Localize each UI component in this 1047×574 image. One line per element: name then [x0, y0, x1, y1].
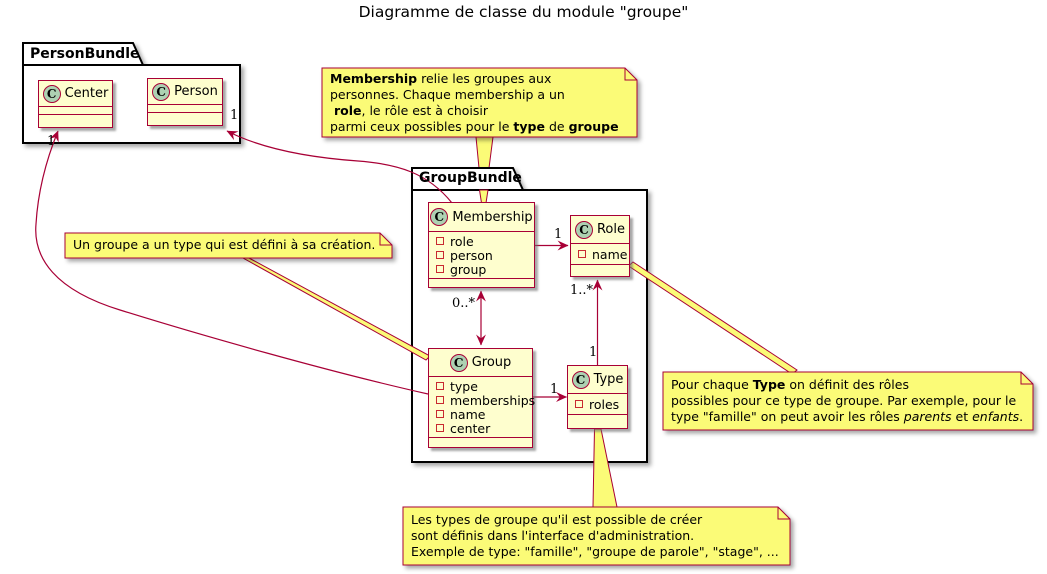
class-methods-empty [568, 415, 627, 428]
note-line [671, 409, 1025, 425]
note-text-segment: Type [752, 377, 786, 392]
note-text-segment: personnes. Chaque membership a un [330, 87, 565, 102]
diagram-title: Diagramme de classe du module "groupe" [358, 3, 689, 21]
note-text-segment: enfants [972, 409, 1020, 424]
note-line [411, 512, 782, 528]
multiplicity-membership-group: 0..* [452, 296, 476, 311]
note-text-segment: type [513, 119, 545, 134]
note-group-type [65, 233, 392, 256]
class-attribute [429, 262, 534, 276]
note-line [330, 87, 629, 103]
class-icon: C [575, 221, 593, 239]
note-line [330, 119, 629, 135]
class-box-membership [428, 202, 535, 288]
note-text-segment: relie les groupes aux [417, 71, 552, 86]
note-line [330, 103, 629, 119]
field-icon [578, 250, 586, 258]
class-methods-empty [429, 438, 532, 447]
class-box-group [428, 348, 536, 448]
note-connector-group-type [243, 258, 430, 360]
class-title-row [39, 81, 112, 107]
note-text-segment: , le rôle est à choisir [361, 103, 488, 118]
class-attributes [429, 232, 534, 279]
class-box-role [570, 215, 630, 277]
class-attribute [568, 397, 627, 411]
attribute-name: roles [589, 396, 620, 412]
field-icon [575, 400, 583, 408]
class-attribute [429, 421, 532, 435]
class-methods-empty [39, 115, 112, 127]
class-attributes [568, 394, 627, 415]
class-name: Membership [452, 209, 533, 225]
note-text-segment: sont définis dans l'interface d'administration. [411, 528, 695, 543]
class-name: Role [596, 222, 625, 237]
package-label-groupbundle: GroupBundle [419, 170, 522, 186]
field-icon [436, 424, 444, 432]
class-name: Group [471, 355, 512, 370]
attribute-name: role [450, 233, 474, 249]
class-attribute [429, 234, 534, 248]
note-text-segment: on définit des rôles [785, 377, 909, 392]
class-title-row [568, 366, 627, 394]
note-text-segment: de [544, 119, 569, 134]
note-connector-type-roles [629, 262, 798, 374]
attribute-name: name [450, 406, 486, 422]
class-methods-empty [429, 279, 534, 287]
class-attributes-empty [148, 105, 222, 113]
multiplicity-membership-role: 1 [554, 227, 563, 242]
field-icon [436, 251, 444, 259]
attribute-name: memberships [450, 392, 536, 408]
multiplicity-membership-person: 1 [230, 108, 239, 123]
field-icon [436, 265, 444, 273]
note-text-segment: Un groupe a un type qui est défini à sa création. [73, 237, 376, 252]
class-attribute [429, 379, 532, 393]
class-icon: C [572, 371, 590, 389]
multiplicity-type-role-at-type: 1 [589, 345, 598, 360]
class-icon: C [152, 83, 170, 101]
note-membership [322, 68, 637, 138]
note-text-segment: Exemple de type: "famille", "groupe de parole", "stage", ... [411, 544, 779, 559]
class-title-row [429, 349, 532, 377]
class-attributes-empty [39, 107, 112, 115]
multiplicity-group-center: 1 [47, 134, 56, 149]
class-name: Person [174, 84, 218, 99]
class-title-row [148, 79, 222, 105]
field-icon [436, 382, 444, 390]
multiplicity-group-type: 1 [550, 382, 559, 397]
note-text-segment: groupe [568, 119, 619, 134]
class-box-type [567, 365, 628, 429]
field-icon [436, 396, 444, 404]
note-text-segment: parents [903, 409, 952, 424]
field-icon [436, 410, 444, 418]
class-attributes [429, 377, 536, 438]
class-icon: C [450, 354, 468, 372]
note-text-segment: . [1019, 409, 1024, 424]
class-methods-empty [571, 265, 629, 276]
note-connector-membership-upper [476, 137, 493, 168]
edge-group-to-center [36, 131, 428, 394]
attribute-name: center [450, 420, 491, 436]
note-line [73, 237, 384, 253]
note-text-segment: possibles pour ce type de groupe. Par exemple, pour le [671, 393, 1017, 408]
note-line [671, 377, 1025, 393]
class-icon: C [430, 208, 448, 226]
class-box-person [147, 78, 223, 126]
class-methods-empty [148, 113, 222, 125]
class-title-row [429, 203, 534, 232]
note-text-segment: Les types de groupe qu'il est possible de créer [411, 512, 703, 527]
note-group-types [403, 507, 790, 563]
attribute-name: person [450, 247, 493, 263]
note-text-segment: role [333, 103, 362, 118]
note-text-segment: Membership [330, 71, 418, 86]
class-box-center [38, 80, 113, 128]
note-text-segment: type "famille" on peut avoir les rôles [671, 409, 904, 424]
class-attribute [429, 407, 532, 421]
field-icon [436, 237, 444, 245]
class-icon: C [43, 85, 61, 103]
multiplicity-type-role-at-role: 1..* [570, 283, 594, 298]
note-line [411, 544, 782, 560]
class-attribute [429, 248, 534, 262]
package-label-personbundle: PersonBundle [30, 46, 140, 62]
note-line [411, 528, 782, 544]
class-name: Type [593, 372, 624, 387]
class-title-row [571, 216, 629, 244]
class-name: Center [64, 86, 109, 101]
note-line [671, 393, 1025, 409]
note-text-segment: et [951, 409, 973, 424]
note-type-roles [663, 372, 1033, 428]
note-text-segment: Pour chaque [671, 377, 753, 392]
class-attribute [571, 247, 629, 261]
class-attributes [571, 244, 629, 265]
attribute-name: group [450, 261, 487, 277]
class-attribute [429, 392, 536, 408]
note-line [330, 71, 629, 87]
attribute-name: type [450, 378, 478, 394]
note-text-segment: parmi ceux possibles pour le [330, 119, 514, 134]
attribute-name: name [592, 246, 628, 262]
